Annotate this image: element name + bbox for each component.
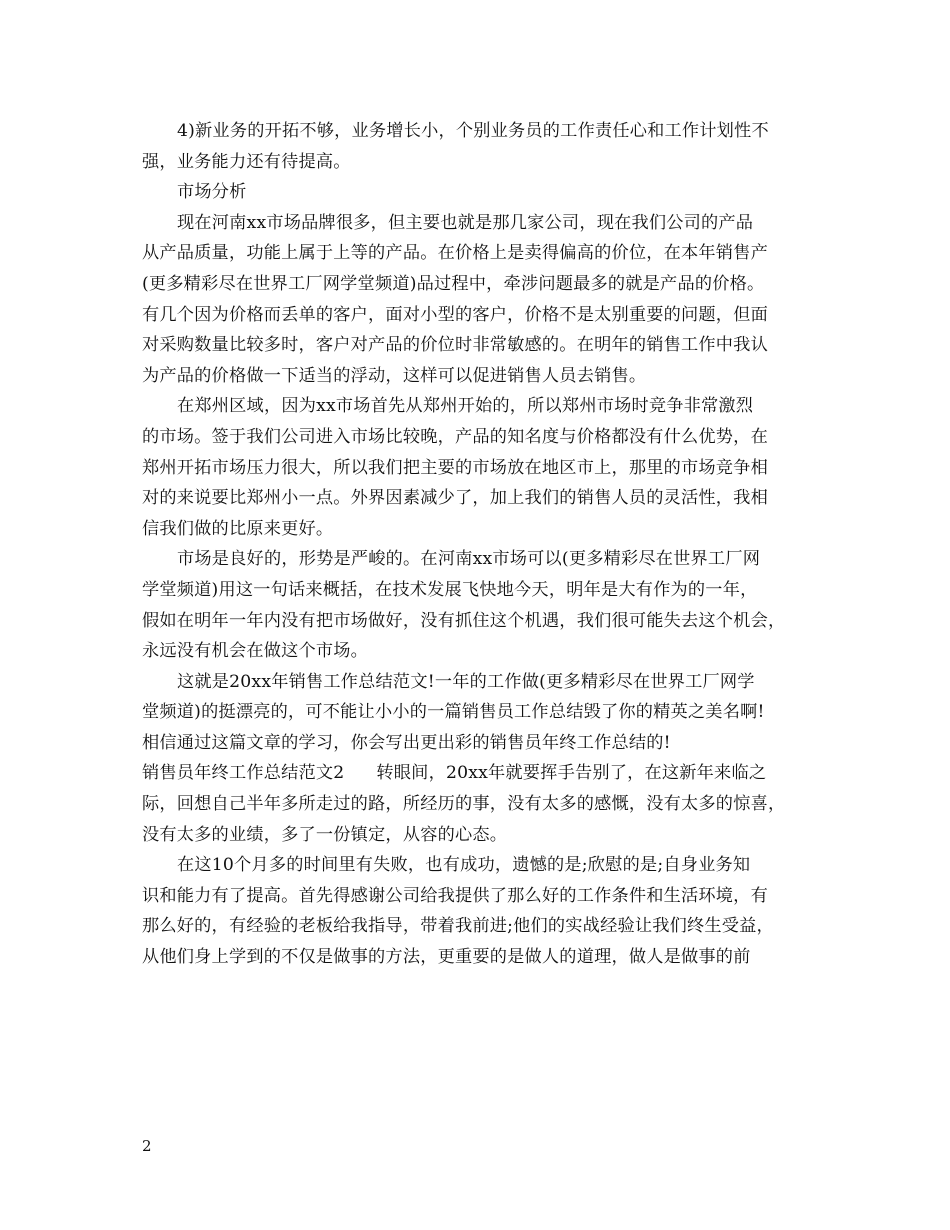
paragraph-line: 堂频道)的挺漂亮的，可不能让小小的一篇销售员工作总结毁了你的精英之美名啊! xyxy=(142,702,765,723)
paragraph-line: 在这10个月多的时间里有失败，也有成功，遗憾的是;欣慰的是;自身业务知 xyxy=(177,855,751,876)
paragraph-line: 为产品的价格做一下适当的浮动，这样可以促进销售人员去销售。 xyxy=(142,365,647,386)
paragraph-line: 郑州开拓市场压力很大，所以我们把主要的市场放在地区市上，那里的市场竞争相 xyxy=(142,457,768,478)
paragraph-line: 永远没有机会在做这个市场。 xyxy=(142,641,369,662)
heading-with-paragraph-line xyxy=(142,758,824,789)
page-number: 2 xyxy=(142,1137,152,1155)
paragraph-line: 没有太多的业绩，多了一份镇定，从容的心态。 xyxy=(142,824,508,845)
paragraph-line: (更多精彩尽在世界工厂网学堂频道)品过程中，牵涉问题最多的就是产品的价格。 xyxy=(142,273,765,294)
paragraph-line: 假如在明年一年内没有把市场做好，没有抓住这个机遇，我们很可能失去这个机会， xyxy=(142,610,786,631)
paragraph-line: 这就是20xx年销售工作总结范文!一年的工作做(更多精彩尽在世界工厂网学 xyxy=(177,671,755,692)
article-heading: 销售员年终工作总结范文2 xyxy=(142,763,345,784)
paragraph-line: 识和能力有了提高。首先得感谢公司给我提供了那么好的工作条件和生活环境，有 xyxy=(142,885,768,906)
paragraph-line: 从他们身上学到的不仅是做事的方法，更重要的是做人的道理，做人是做事的前 xyxy=(142,947,751,968)
paragraph-line: 相信通过这篇文章的学习，你会写出更出彩的销售员年终工作总结的! xyxy=(142,732,671,753)
paragraph-line: 那么好的，有经验的老板给我指导，带着我前进;他们的实战经验让我们终生受益， xyxy=(142,916,774,937)
paragraph-line: 4)新业务的开拓不够，业务增长小，个别业务员的工作责任心和工作计划性不 xyxy=(177,121,769,141)
paragraph-line: 对的来说要比郑州小一点。外界因素减少了，加上我们的销售人员的灵活性，我相 xyxy=(142,488,768,509)
paragraph-line: 市场是良好的，形势是严峻的。在河南xx市场可以(更多精彩尽在世界工厂网 xyxy=(177,549,761,570)
paragraph-line: 在郑州区域，因为xx市场首先从郑州开始的，所以郑州市场时竞争非常激烈 xyxy=(177,396,754,417)
paragraph-line: 的市场。签于我们公司进入市场比较晚，产品的知名度与价格都没有什么优势，在 xyxy=(142,426,768,447)
paragraph-line: 学堂频道)用这一句话来概括，在技术发展飞快地今天，明年是大有作为的一年， xyxy=(142,579,758,600)
paragraph-line: 从产品质量，功能上属于上等的产品。在价格上是卖得偏高的价位，在本年销售产 xyxy=(142,243,768,264)
paragraph-line: 有几个因为价格而丢单的客户，面对小型的客户，价格不是太别重要的问题，但面 xyxy=(142,304,768,325)
document-body xyxy=(142,116,824,973)
paragraph-line: 转眼间，20xx年就要挥手告别了，在这新年来临之 xyxy=(376,763,767,784)
paragraph-line: 际，回想自己半年多所走过的路，所经历的事，没有太多的感慨，没有太多的惊喜， xyxy=(142,794,786,815)
section-heading: 市场分析 xyxy=(177,182,247,203)
paragraph-line: 强，业务能力还有待提高。 xyxy=(142,151,351,172)
paragraph-line: 对采购数量比较多时，客户对产品的价位时非常敏感的。在明年的销售工作中我认 xyxy=(142,335,768,356)
paragraph-line: 现在河南xx市场品牌很多，但主要也就是那几家公司，现在我们公司的产品 xyxy=(177,212,754,233)
paragraph-line: 信我们做的比原来更好。 xyxy=(142,518,334,539)
